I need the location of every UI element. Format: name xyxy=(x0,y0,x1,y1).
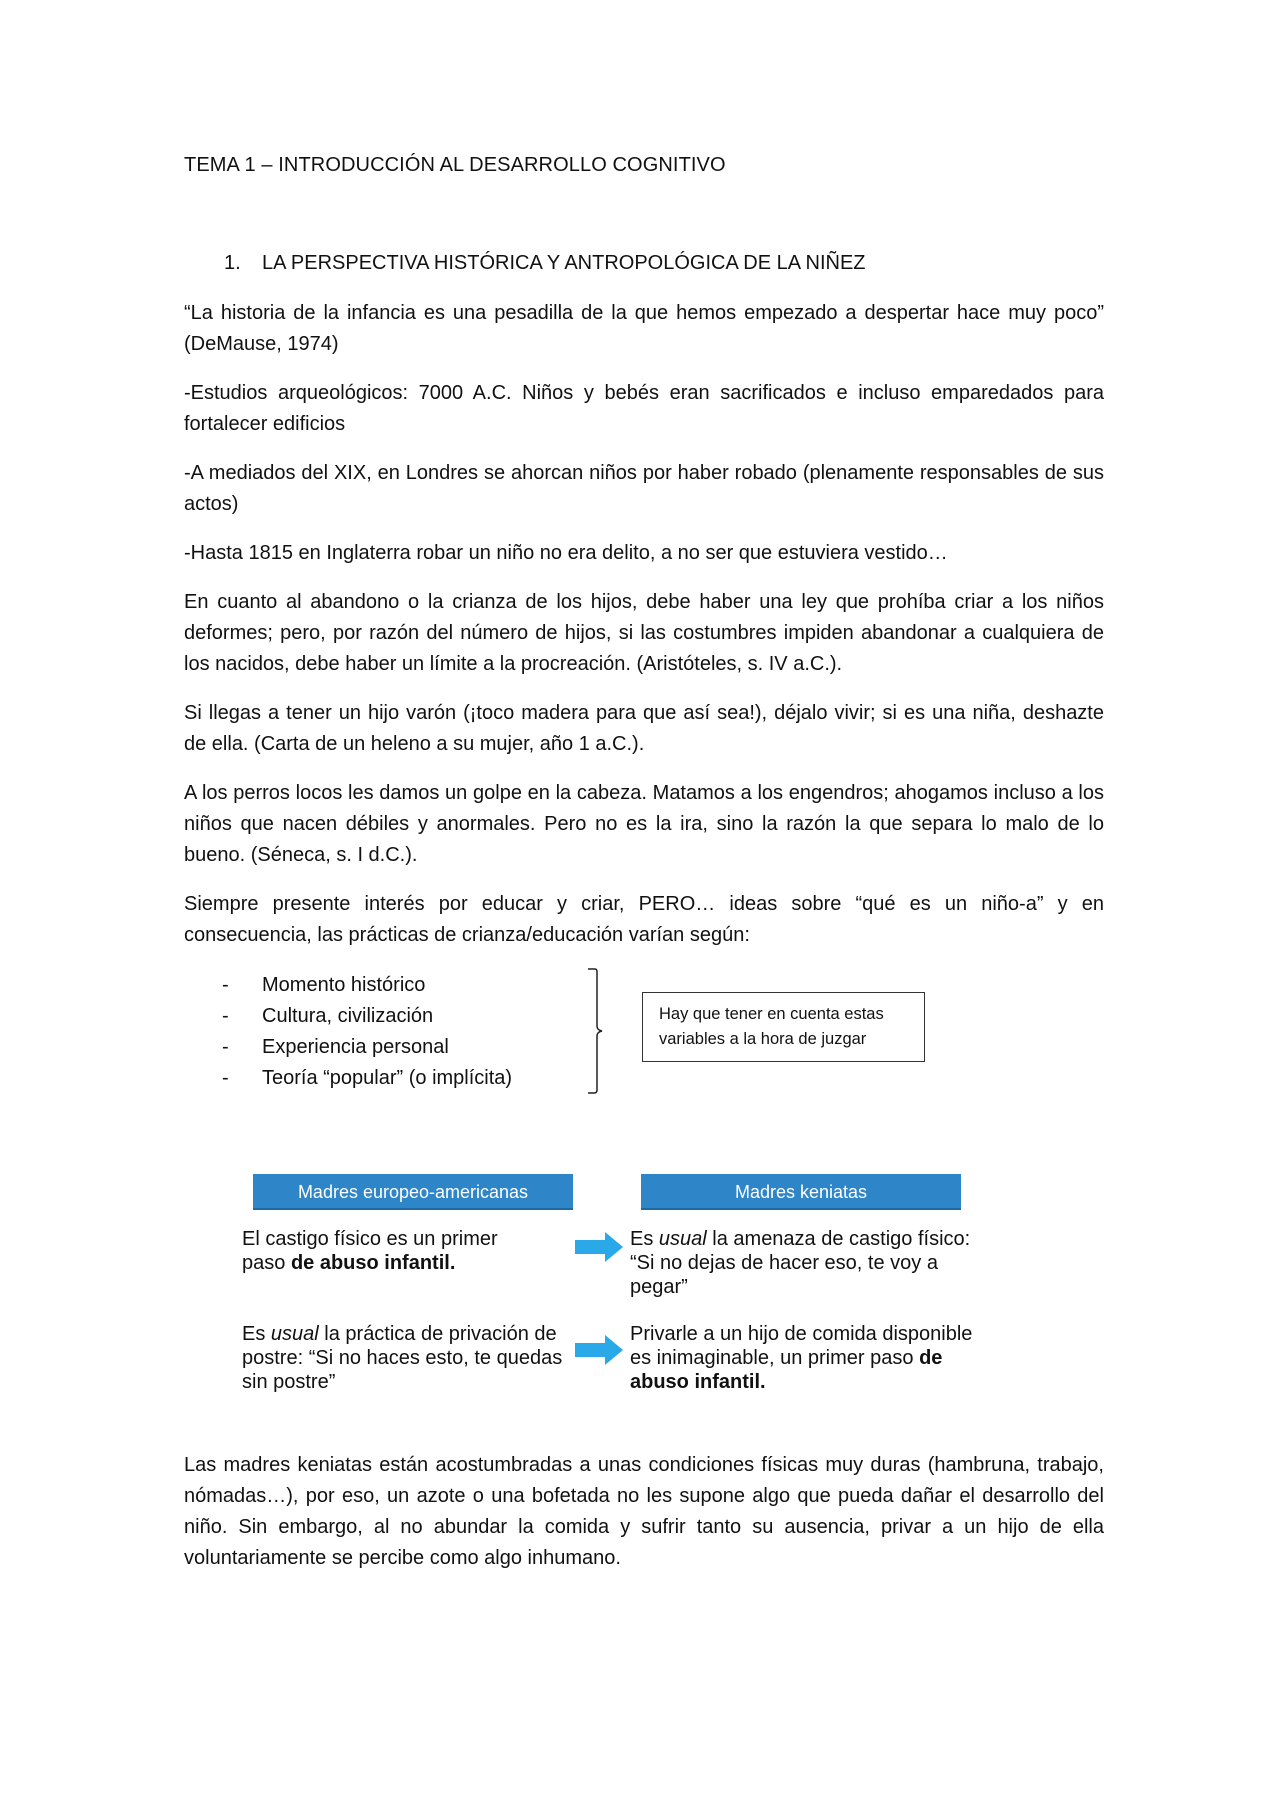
kenyan-mothers-paragraph: Las madres keniatas están acostumbradas a unas condiciones físicas muy duras (hambruna, trabajo, nómadas…), por eso, un azote o una bofetada no les supone algo que pueda dañar el desarrollo del niño. Sin embargo, al no abundar la comida y sufrir tanto su ausencia, privar a un hijo de ella voluntariamente se percibe como algo inhumano. xyxy=(184,1454,1104,1569)
seneca-paragraph: A los perros locos les damos un golpe en la cabeza. Matamos a los engendros; ahogamos incluso a los niños que nacen débiles y anormales. Pero no es la ira, sino la razón la que separa lo malo de lo bueno. (Séneca, s. I d.C.). xyxy=(184,782,1104,866)
european-mothers-header: Madres europeo-americanas xyxy=(253,1174,573,1210)
european-row2: Es usual la práctica de privación de postre: “Si no haces esto, te quedas sin postre” xyxy=(242,1323,563,1393)
note-box: Hay que tener en cuenta estas variables a la hora de juzgar xyxy=(642,992,925,1062)
document-title: TEMA 1 – INTRODUCCIÓN AL DESARROLLO COGNITIVO xyxy=(184,154,726,176)
london-paragraph: -A mediados del XIX, en Londres se ahorcan niños por haber robado (plenamente responsables de sus actos) xyxy=(184,462,1104,515)
list-item: - Cultura, civilización xyxy=(222,1005,434,1027)
letter-paragraph: Si llegas a tener un hijo varón (¡toco madera para que así sea!), déjalo vivir; si es una niña, deshazte de ella. (Carta de un heleno a su mujer, año 1 a.C.). xyxy=(184,702,1104,755)
kenyan-row2: Privarle a un hijo de comida disponible es inimaginable, un primer paso de abuso infantil. xyxy=(630,1323,973,1393)
quote-paragraph: “La historia de la infancia es una pesadilla de la que hemos empezado a despertar hace muy poco” (DeMause, 1974) xyxy=(184,302,1104,355)
section-heading xyxy=(224,252,866,275)
variables-list xyxy=(222,970,512,1094)
european-row1: El castigo físico es un primer paso de abuso infantil. xyxy=(242,1228,498,1274)
archaeology-paragraph: -Estudios arqueológicos: 7000 A.C. Niños y bebés eran sacrificados e incluso emparedados para fortalecer edificios xyxy=(184,382,1104,435)
variables-paragraph: Siempre presente interés por educar y criar, PERO… ideas sobre “qué es un niño-a” y en consecuencia, las prácticas de crianza/educación varían según: xyxy=(184,893,1104,946)
section-heading-text: LA PERSPECTIVA HISTÓRICA Y ANTROPOLÓGICA DE LA NIÑEZ xyxy=(262,252,866,274)
list-item: - Teoría “popular” (o implícita) xyxy=(222,1067,513,1089)
right-brace xyxy=(586,968,606,1094)
list-item: - Momento histórico xyxy=(222,974,426,996)
aristotle-paragraph: En cuanto al abandono o la crianza de los hijos, debe haber una ley que prohíba criar a los niños deformes; pero, por razón del número de hijos, si las costumbres impiden abandonar a cualquiera de los nacidos, debe haber un límite a la procreación. (Aristóteles, s. IV a.C.). xyxy=(184,591,1104,675)
arrow-right-icon xyxy=(575,1232,623,1262)
kenyan-row1: Es usual la amenaza de castigo físico: “Si no dejas de hacer eso, te voy a pegar” xyxy=(630,1228,971,1298)
section-number: 1. xyxy=(224,252,241,274)
arrow-right-icon xyxy=(575,1335,623,1365)
england-paragraph: -Hasta 1815 en Inglaterra robar un niño no era delito, a no ser que estuviera vestido… xyxy=(184,542,948,564)
list-item: - Experiencia personal xyxy=(222,1036,449,1058)
kenyan-mothers-header: Madres keniatas xyxy=(641,1174,961,1210)
